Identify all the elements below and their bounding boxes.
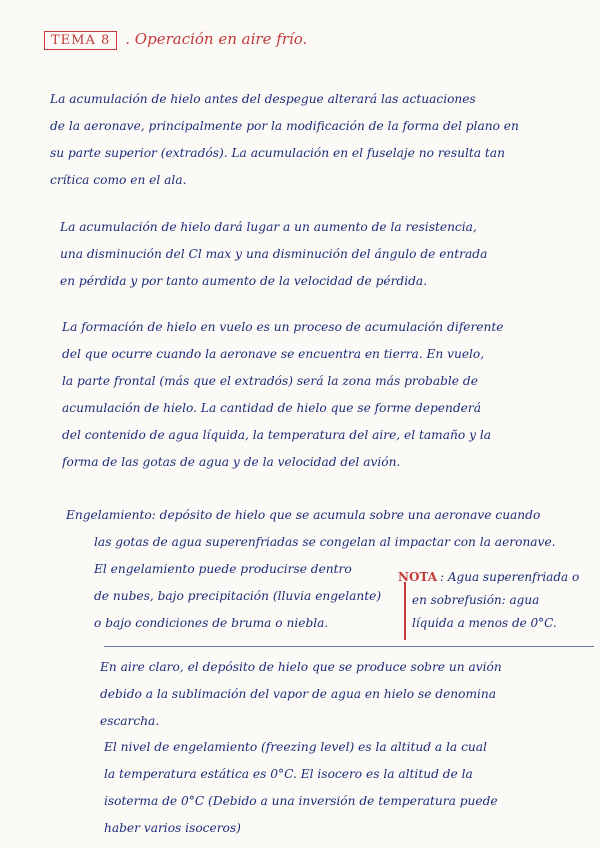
text-line: de nubes, bajo precipitación (lluvia engelante) bbox=[94, 589, 382, 603]
paragraph-1 bbox=[50, 86, 595, 194]
text-line: las gotas de agua superenfriadas se congelan al impactar con la aeronave. bbox=[94, 535, 556, 549]
text-line: o bajo condiciones de bruma o niebla. bbox=[94, 616, 329, 630]
note-line: líquida a menos de 0°C. bbox=[412, 616, 557, 630]
text-line: forma de las gotas de agua y de la velocidad del avión. bbox=[62, 455, 401, 469]
note-box bbox=[398, 566, 596, 635]
text-line: acumulación de hielo. La cantidad de hielo que se forme dependerá bbox=[62, 401, 481, 415]
text-line: haber varios isoceros) bbox=[104, 821, 241, 835]
text-line: La formación de hielo en vuelo es un proceso de acumulación diferente bbox=[62, 320, 504, 334]
text-line: la parte frontal (más que el extradós) será la zona más probable de bbox=[62, 374, 478, 388]
text-line: escarcha. bbox=[100, 714, 160, 728]
tema-label: TEMA 8 bbox=[44, 31, 117, 50]
title-text: . Operación en aire frío. bbox=[125, 30, 308, 48]
divider-line bbox=[104, 646, 594, 647]
text-line: La acumulación de hielo dará lugar a un aumento de la resistencia, bbox=[60, 220, 477, 234]
note-line bbox=[398, 566, 596, 589]
paragraph-2 bbox=[60, 214, 595, 295]
text-line: El nivel de engelamiento (freezing level) es la altitud a la cual bbox=[104, 740, 487, 754]
text-line: una disminución del Cl max y una disminución del ángulo de entrada bbox=[60, 247, 488, 261]
text-line: El engelamiento puede producirse dentro bbox=[94, 562, 352, 576]
text-line: En aire claro, el depósito de hielo que se produce sobre un avión bbox=[100, 660, 502, 674]
note-line: en sobrefusión: agua bbox=[412, 593, 540, 607]
text-line: del contenido de agua líquida, la temperatura del aire, el tamaño y la bbox=[62, 428, 491, 442]
text-line: isoterma de 0°C (Debido a una inversión de temperatura puede bbox=[104, 794, 498, 808]
text-line: La acumulación de hielo antes del despegue alterará las actuaciones bbox=[50, 92, 476, 106]
note-text: : Agua superenfriada o bbox=[440, 570, 580, 584]
text-line: la temperatura estática es 0°C. El isocero es la altitud de la bbox=[104, 767, 473, 781]
text-line: su parte superior (extradós). La acumulación en el fuselaje no resulta tan bbox=[50, 146, 505, 160]
paragraph-6 bbox=[104, 734, 596, 842]
text-line: crítica como en el ala. bbox=[50, 173, 187, 187]
note-label: NOTA bbox=[398, 570, 438, 584]
paragraph-5 bbox=[100, 654, 595, 735]
text-line: de la aeronave, principalmente por la modificación de la forma del plano en bbox=[50, 119, 519, 133]
text-line: del que ocurre cuando la aeronave se encuentra en tierra. En vuelo, bbox=[62, 347, 485, 361]
paragraph-3 bbox=[62, 314, 595, 476]
text-line: en pérdida y por tanto aumento de la velocidad de pérdida. bbox=[60, 274, 428, 288]
text-line: Engelamiento: depósito de hielo que se acumula sobre una aeronave cuando bbox=[66, 508, 541, 522]
page-title bbox=[44, 30, 307, 48]
text-line: debido a la sublimación del vapor de agua en hielo se denomina bbox=[100, 687, 497, 701]
